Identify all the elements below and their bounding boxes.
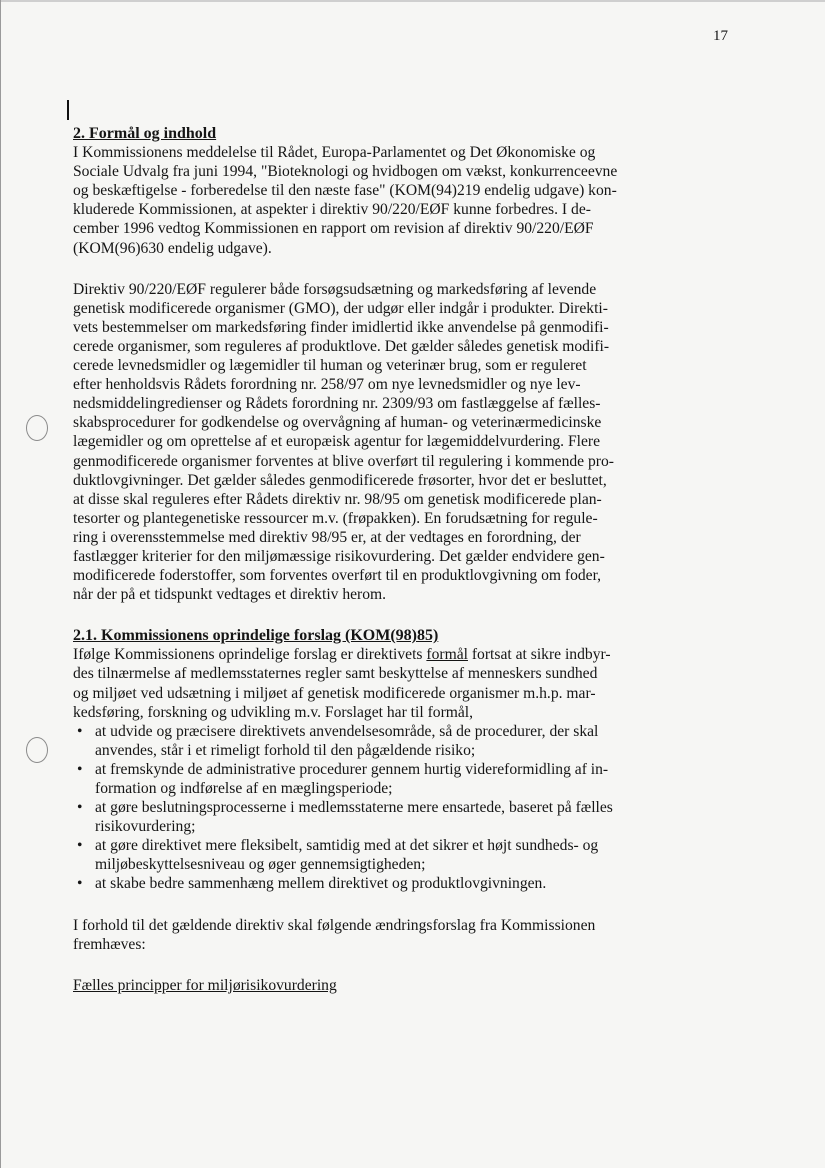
paragraph-amendments <box>73 916 741 954</box>
list-item <box>73 874 741 893</box>
subheading-risk-assessment: Fælles principper for miljørisikovurdering <box>73 976 337 994</box>
text-line: nedsmiddelingredienser og Rådets forordning nr. 2309/93 om fastlæggelse af fælles- <box>73 395 601 413</box>
underlined-word: formål <box>426 646 468 664</box>
text-line: duktlovgivninger. Det gælder således genmodificerede frøsorter, hvor det er besluttet, <box>73 471 607 489</box>
text-line: genetisk modificerede organismer (GMO), der udgør eller indgår i produkter. Direkti- <box>73 299 608 317</box>
text-line: og miljøet ved udsætning i miljøet af genetisk modificerede organismer m.h.p. mar- <box>73 684 596 702</box>
text-line: ring i overensstemmelse med direktiv 98/95 er, at der vedtages en forordning, der <box>73 528 581 546</box>
text-line: • at skabe bedre sammenhæng mellem direktivet og produktlovgivningen. <box>95 875 547 893</box>
text-line: genmodificerede organismer forventes at blive overført til regulering i kommende pro- <box>73 452 614 470</box>
text-line: miljøbeskyttelsesniveau og øger gennemsigtigheden; <box>95 856 426 874</box>
list-item <box>73 836 741 874</box>
page-top-edge <box>1 0 825 2</box>
page-number: 17 <box>713 28 728 44</box>
text-line: modificerede foderstoffer, som forventes overført til en produktlovgivning om foder, <box>73 567 602 585</box>
paragraph-proposal <box>73 645 741 721</box>
text-line: des tilnærmelse af medlemsstaternes regler samt beskyttelse af menneskers sundhed <box>73 665 598 683</box>
text-line: cember 1996 vedtog Kommissionen en rapport om revision af direktiv 90/220/EØF <box>73 220 594 238</box>
margin-mark <box>67 100 69 120</box>
list-item <box>73 798 741 836</box>
text-line: efter henholdsvis Rådets forordning nr. 258/97 om nye levnedsmidler og nye lev- <box>73 376 581 394</box>
punch-hole <box>26 737 48 763</box>
text-line: cerede levnedsmidler og lægemidler til human og veterinær brug, som er reguleret <box>73 357 587 375</box>
text-line: kedsføring, forskning og udvikling m.v. Forslaget har til formål, <box>73 703 474 721</box>
text-line: når der på et tidspunkt vedtages et direktiv herom. <box>73 586 387 604</box>
text-line: vets bestemmelser om markedsføring finder imidlertid ikke anvendelse på genmodifi- <box>73 318 609 336</box>
text-line: at disse skal reguleres efter Rådets direktiv nr. 98/95 om genetisk modificerede plan- <box>73 490 602 508</box>
text-line: anvendes, står i et rimeligt forhold til den pågældende risiko; <box>95 741 476 759</box>
text-line: I Kommissionens meddelelse til Rådet, Europa-Parlamentet og Det Økonomiske og <box>73 144 596 162</box>
list-item <box>73 722 741 760</box>
text-line: cerede organismer, som reguleres af produktlove. Det gælder således genetisk modifi- <box>73 337 610 355</box>
text-line: (KOM(96)630 endelig udgave). <box>73 239 272 257</box>
subsection-heading: 2.1. Kommissionens oprindelige forslag (KOM(98)85) <box>73 627 439 645</box>
text-line: tesorter og plantegenetiske ressourcer m.v. (frøpakken). En forudsætning for regule- <box>73 509 598 527</box>
text-line: Sociale Udvalg fra juni 1994, "Bioteknologi og hvidbogen om vækst, konkurrenceevne <box>73 163 618 181</box>
text-line <box>73 645 741 664</box>
text-line: formation og indførelse af en mæglingsperiode; <box>95 780 393 797</box>
text-line: fastlægger kriterier for den miljømæssige risikovurdering. Det gælder endvidere gen- <box>73 547 605 565</box>
text-line: og beskæftigelse - forberedelse til den næste fase" (KOM(94)219 endelig udgave) kon- <box>73 182 617 200</box>
text-line: fremhæves: <box>73 935 146 953</box>
list-item <box>73 760 741 798</box>
text-line: • at fremskynde de administrative procedurer gennem hurtig videreformidling af in- <box>95 760 609 778</box>
paragraph-directive <box>73 280 741 605</box>
text-line: • at gøre beslutningsprocesserne i medlemsstaterne mere ensartede, baseret på fælles <box>95 799 613 817</box>
text-line: • at udvide og præcisere direktivets anvendelsesområde, så de procedurer, der skal <box>95 722 599 740</box>
text-span: Ifølge Kommissionens oprindelige forslag er direktivets <box>73 646 427 664</box>
section-heading: 2. Formål og indhold <box>73 125 217 142</box>
text-line: risikovurdering; <box>95 818 196 836</box>
text-line: skabsprocedurer for godkendelse og overvågning af human- og veterinærmedicinske <box>73 414 602 432</box>
punch-hole <box>26 415 48 441</box>
paragraph-intro <box>73 143 741 258</box>
text-line: lægemidler og om oprettelse af et europæisk agentur for lægemiddelvurdering. Flere <box>73 433 601 451</box>
text-span: fortsat at sikre indbyr- <box>467 646 611 664</box>
objectives-list <box>73 722 741 894</box>
document-body <box>73 124 741 995</box>
text-line: • at gøre direktivet mere fleksibelt, samtidig med at det sikrer et højt sundheds- og <box>95 837 599 855</box>
text-line: kluderede Kommissionen, at aspekter i direktiv 90/220/EØF kunne forbedres. I de- <box>73 201 591 219</box>
text-line: I forhold til det gældende direktiv skal følgende ændringsforslag fra Kommissionen <box>73 916 596 934</box>
text-line: Direktiv 90/220/EØF regulerer både forsøgsudsætning og markedsføring af levende <box>73 280 597 298</box>
